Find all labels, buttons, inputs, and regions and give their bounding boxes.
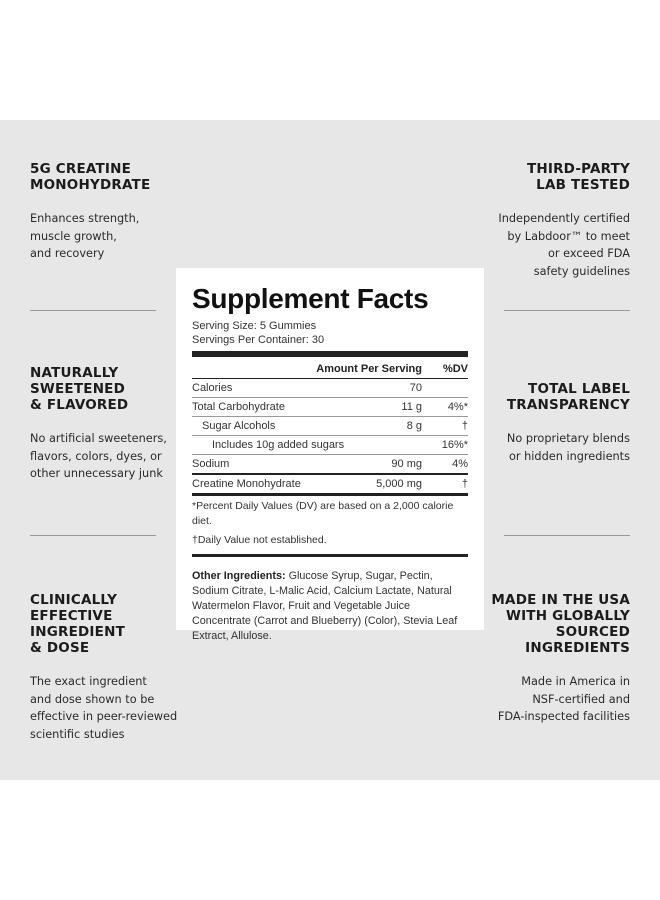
feature-description: The exact ingredient and dose shown to be effective in peer-reviewed scientific studies [30, 675, 178, 741]
feature-title: MADE IN THE USA WITH GLOBALLY SOURCED INGREDIENTS [491, 592, 630, 656]
table-header [192, 360, 468, 379]
serving-size: Serving Size: 5 Gummies [192, 320, 317, 332]
header-amount: Amount Per Serving [316, 363, 422, 375]
divider [504, 535, 630, 536]
nutrient-amount: 70 [409, 382, 422, 394]
supplement-facts-label [176, 268, 484, 642]
feature-title: THIRD-PARTY LAB TESTED [526, 161, 630, 193]
feature-transparency [480, 381, 630, 465]
nutrient-name: Creatine Monohydrate [192, 478, 301, 490]
nutrient-name: Includes 10g added sugars [212, 439, 345, 451]
feature-title: TOTAL LABEL TRANSPARENCY [506, 381, 630, 413]
feature-sweetened [30, 365, 180, 483]
nutrient-name: Sodium [192, 458, 230, 470]
nutrient-name: Total Carbohydrate [192, 401, 285, 413]
feature-clinically-effective [30, 592, 180, 743]
nutrient-dv: 4%* [447, 401, 468, 413]
ingredients-label: Other Ingredients: [192, 570, 286, 582]
nutrient-dv: 4% [452, 458, 468, 470]
feature-title: NATURALLY SWEETENED & FLAVORED [30, 365, 129, 413]
feature-description: Enhances strength, muscle growth, and recovery [30, 212, 140, 260]
other-ingredients [192, 569, 468, 644]
feature-title: CLINICALLY EFFECTIVE INGREDIENT & DOSE [30, 592, 125, 656]
divider [30, 310, 156, 311]
footnote-not-established: †Daily Value not established. [192, 529, 468, 557]
nutrient-name: Calories [192, 382, 233, 394]
table-row [192, 379, 468, 398]
nutrient-amount: 5,000 mg [376, 478, 422, 490]
feature-made-in-usa [480, 592, 630, 726]
divider [504, 310, 630, 311]
footnote-dv: *Percent Daily Values (DV) are based on a 2,000 calorie diet. [192, 500, 454, 527]
nutrient-dv: † [461, 478, 468, 490]
feature-description: Independently certified by Labdoor™ to meet or exceed FDA safety guidelines [498, 212, 630, 278]
table-row [192, 475, 468, 493]
nutrient-amount: 11 g [401, 401, 422, 413]
nutrient-dv: 16%* [441, 439, 468, 451]
feature-title: 5G CREATINE MONOHYDRATE [30, 161, 151, 193]
table-row [192, 417, 468, 436]
ingredients-text: Glucose Syrup, Sugar, Pectin, Sodium Citrate, L-Malic Acid, Calcium Lactate, Natural Watermelon Flavor, Fruit and Vegetable Juice Concentrate (Carrot and Blueberry) (Color), Stevia Leaf Extract, Allulose. [192, 570, 458, 642]
servings-per-container: Servings Per Container: 30 [192, 334, 325, 346]
nutrient-amount: 8 g [406, 420, 422, 432]
feature-description: Made in America in NSF-certified and FDA-inspected facilities [497, 675, 630, 723]
nutrient-amount: 90 mg [391, 458, 422, 470]
feature-lab-tested [480, 161, 630, 280]
header-dv: %DV [442, 363, 468, 375]
nutrient-name: Sugar Alcohols [202, 420, 276, 432]
label-title: Supplement Facts [192, 283, 429, 314]
nutrient-dv: † [461, 420, 468, 432]
feature-description: No proprietary blends or hidden ingredients [506, 432, 630, 463]
feature-creatine [30, 161, 180, 263]
divider [30, 535, 156, 536]
table-row [192, 398, 468, 417]
thick-rule [192, 351, 468, 357]
table-row [192, 455, 468, 475]
feature-description: No artificial sweeteners, flavors, colors, dyes, or other unnecessary junk [30, 432, 167, 480]
table-row [192, 436, 468, 455]
